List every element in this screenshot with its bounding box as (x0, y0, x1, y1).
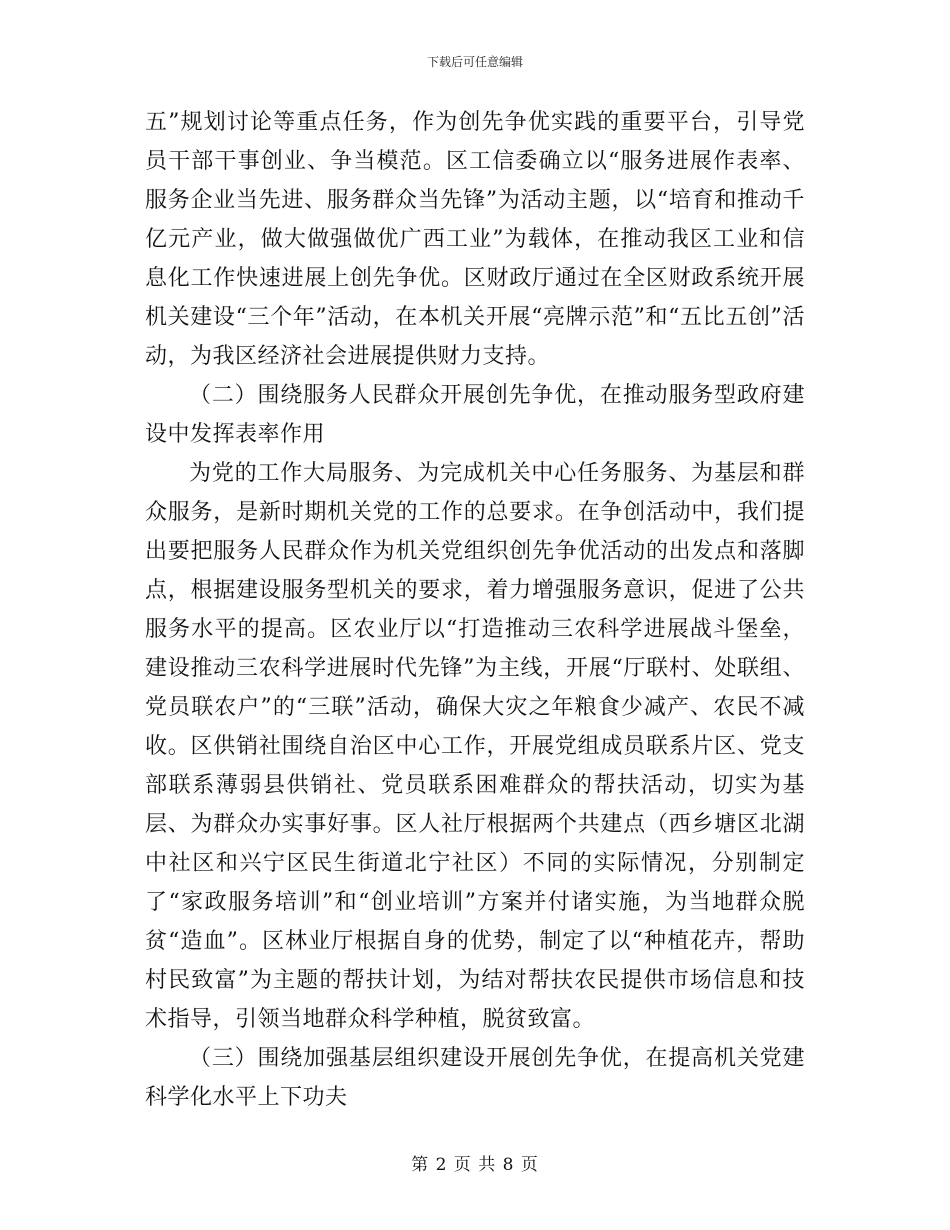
section-heading-2: （二）围绕服务人民群众开展创先争优，在推动服务型政府建设中发挥表率作用 (145, 383, 805, 447)
paragraph-continuation: 五”规划讨论等重点任务，作为创先争优实践的重要平台，引导党员干部干事创业、争当模范。区工信委确立以“服务进展作表率、服务企业当先进、服务群众当先锋”为活动主题，以“培育和推动千亿元产业，做大做强做优广西工业”为载体，在推动我区工业和信息化工作快速进展上创先争优。区财政厅通过在全区财政系统开展机关建设“三个年”活动，在本机关开展“亮牌示范”和“五比五创”活动，为我区经济社会进展提供财力支持。 (145, 110, 805, 369)
document-body (145, 103, 805, 1117)
paragraph-service: 为党的工作大局服务、为完成机关中心任务服务、为基层和群众服务，是新时期机关党的工作的总要求。在争创活动中，我们提出要把服务人民群众作为机关党组织创先争优活动的出发点和落脚点，根据建设服务型机关的要求，着力增强服务意识，促进了公共服务水平的提高。区农业厅以“打造推动三农科学进展战斗堡垒，建设推动三农科学进展时代先锋”为主线，开展“厅联村、处联组、党员联农户”的“三联”活动，确保大灾之年粮食少减产、农民不减收。区供销社围绕自治区中心工作，开展党组成员联系片区、党支部联系薄弱县供销社、党员联系困难群众的帮扶活动，切实为基层、为群众办实事好事。区人社厅根据两个共建点（西乡塘区北湖中社区和兴宁区民生街道北宁社区）不同的实际情况，分别制定了“家政服务培训”和“创业培训”方案并付诸实施，为当地群众脱贫“造血”。区林业厅根据自身的优势，制定了以“种植花卉，帮助村民致富”为主题的帮扶计划，为结对帮扶农民提供市场信息和技术指导，引领当地群众科学种植，脱贫致富。 (145, 461, 805, 1032)
page-header: 下载后可任意编辑 (426, 55, 523, 69)
page-number: 第 2 页 共 8 页 (411, 1155, 539, 1175)
section-heading-3: （三）围绕加强基层组织建设开展创先争优，在提高机关党建科学化水平上下功夫 (145, 1046, 805, 1110)
